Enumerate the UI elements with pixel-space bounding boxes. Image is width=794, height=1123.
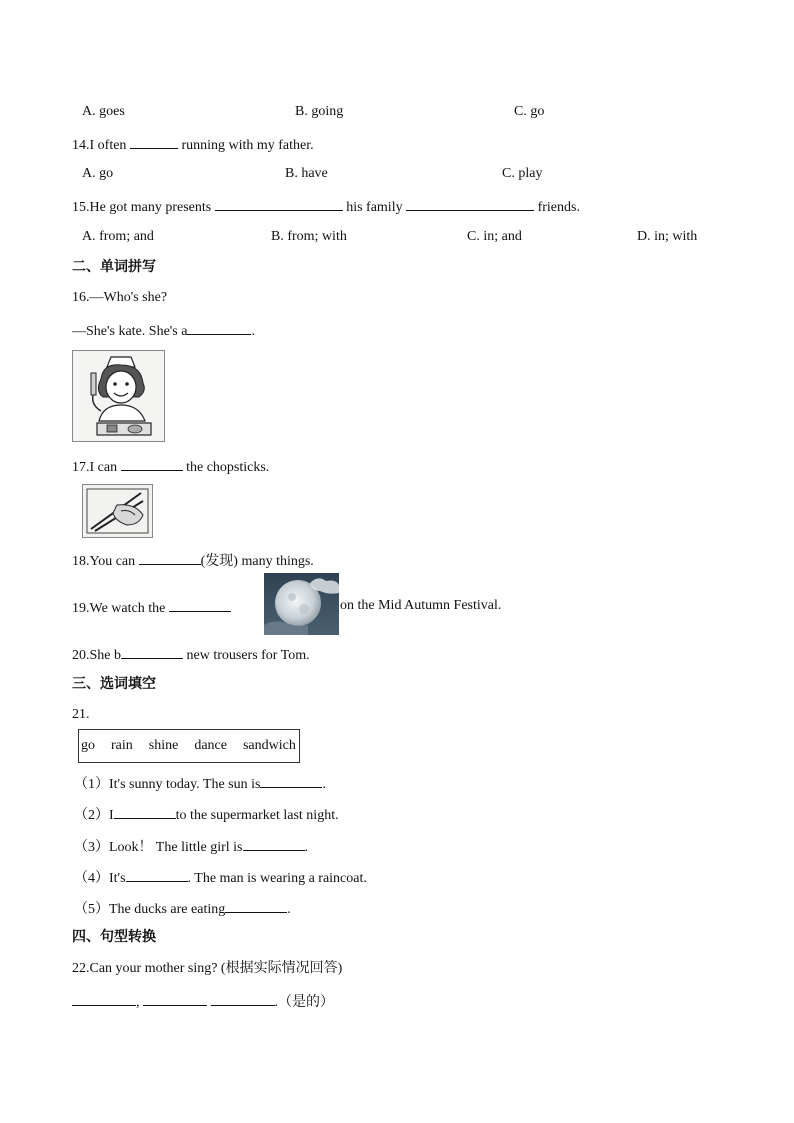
nurse-illustration [73,351,164,441]
q21-item-prefix: （2）I [74,808,114,823]
section-4-title: 四、句型转换 [72,929,156,945]
word-bank-item: dance [194,738,227,753]
q15-question [72,196,580,217]
q21-blank-3[interactable] [243,836,305,851]
q17-suffix: the chopsticks. [186,460,270,475]
q21-number: 21. [72,707,90,722]
q14-option-b: B. have [285,166,328,181]
q14-prefix: 14.I often [72,138,127,153]
q20-suffix: new trousers for Tom. [186,648,310,663]
q22-blank-3[interactable] [211,991,275,1006]
q22-answer-line [72,991,334,1012]
q22-blank-2[interactable] [143,991,207,1006]
word-bank-box [78,729,300,763]
q22-blank-1[interactable] [72,991,136,1006]
q15-option-b: B. from; with [271,229,347,244]
moon-picture [264,573,339,635]
q21-item-1 [74,773,326,794]
q14-question [72,134,314,155]
q20-question [72,644,310,665]
q21-item-suffix: . The man is wearing a raincoat. [187,871,367,886]
q16-line-1: 16.—Who's she? [72,290,168,305]
q14-option-c: C. play [502,166,543,181]
q18-prefix: 18.You can [72,554,136,569]
q15-middle: his family [346,200,403,215]
q19-question [72,597,231,618]
q16-blank[interactable] [187,320,251,335]
q15-blank-2[interactable] [406,196,534,211]
word-bank-item: shine [148,738,179,753]
chopsticks-illustration [83,485,152,537]
q21-blank-2[interactable] [114,804,176,819]
q21-item-suffix: . [304,840,309,855]
q21-item-2 [74,804,339,825]
q22-comma: , [136,995,140,1010]
q14-blank[interactable] [130,134,178,149]
q15-option-d: D. in; with [637,229,698,244]
q17-prefix: 17.I can [72,460,118,475]
q21-item-4 [74,867,367,888]
q21-item-prefix: （3）Look！ The little girl is [74,840,243,855]
q19-blank[interactable] [169,597,231,612]
q21-item-prefix: （5）The ducks are eating [74,902,226,917]
q16-prefix: —She's kate. She's a [72,324,188,339]
q13-option-c: C. go [514,104,545,119]
q17-question [72,456,269,477]
q15-blank-1[interactable] [215,196,343,211]
q15-suffix: friends. [537,200,580,215]
q13-option-a: A. goes [82,104,125,119]
q21-item-prefix: （1）It's sunny today. The sun is [74,777,261,792]
section-3-title: 三、选词填空 [72,676,156,692]
q14-option-a: A. go [82,166,114,181]
q21-item-5 [74,898,291,919]
q21-blank-1[interactable] [260,773,322,788]
word-bank-item: rain [111,738,133,753]
q14-suffix: running with my father. [181,138,314,153]
nurse-picture [72,350,165,442]
q18-blank[interactable] [139,550,201,565]
q22-question: 22.Can your mother sing? (根据实际情况回答) [72,961,343,976]
q20-blank[interactable] [121,644,183,659]
q19-suffix: on the Mid Autumn Festival. [340,598,502,613]
q16-line-2 [72,320,255,341]
q21-item-3 [74,836,308,857]
full-moon-illustration [264,573,339,635]
q19-prefix: 19.We watch the [72,601,166,616]
q15-option-a: A. from; and [82,229,154,244]
section-2-title: 二、单词拼写 [72,259,156,275]
q15-option-c: C. in; and [467,229,522,244]
q22-answer-suffix: .（是的） [274,995,334,1010]
q17-blank[interactable] [121,456,183,471]
word-bank-item: sandwich [242,738,296,753]
q20-prefix: 20.She b [72,648,121,663]
q21-blank-5[interactable] [225,898,287,913]
q18-question [72,550,314,571]
q21-item-suffix: to the supermarket last night. [175,808,339,823]
word-bank-item: go [81,738,95,753]
q18-suffix: (发现) many things. [200,554,314,569]
q21-item-suffix: . [322,777,326,792]
q21-item-suffix: . [287,902,291,917]
q21-blank-4[interactable] [126,867,188,882]
q21-item-prefix: （4）It's [74,871,126,886]
chopsticks-picture [82,484,153,538]
q13-option-b: B. going [295,104,344,119]
q16-suffix: . [251,324,255,339]
q15-prefix: 15.He got many presents [72,200,212,215]
